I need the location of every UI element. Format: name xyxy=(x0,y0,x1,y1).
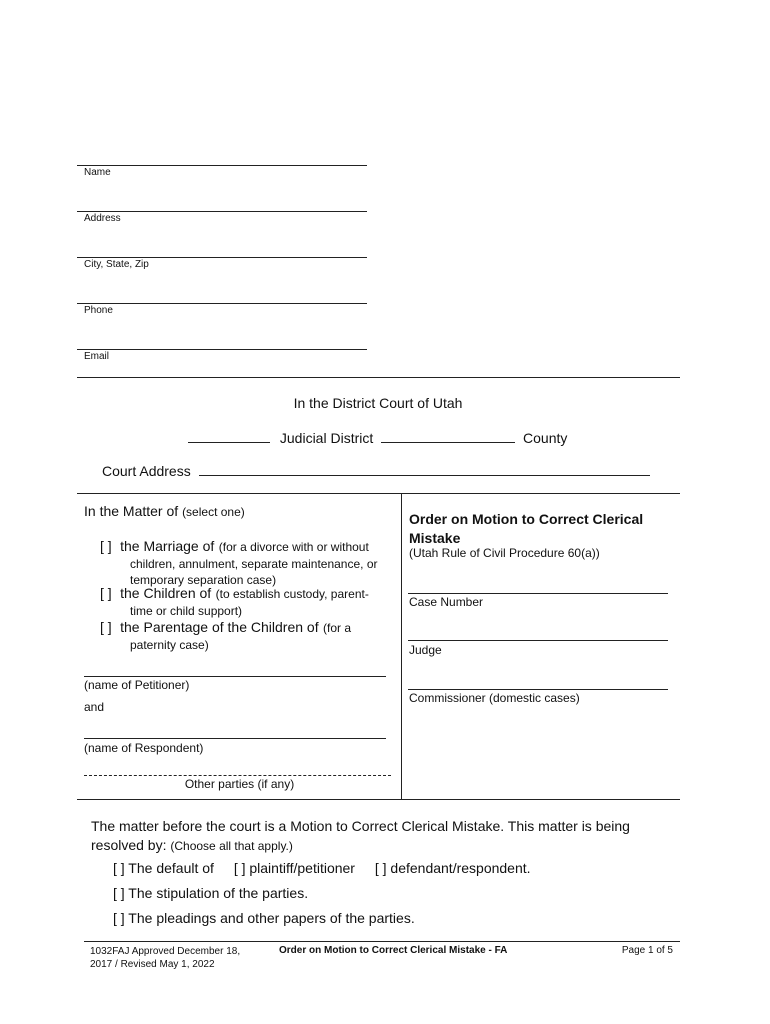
commissioner-label: Commissioner (domestic cases) xyxy=(409,691,580,705)
court-title: In the District Court of Utah xyxy=(293,395,463,411)
matter-heading-label: In the Matter of xyxy=(84,503,179,519)
email-line[interactable] xyxy=(77,349,367,350)
respondent-line[interactable] xyxy=(84,738,386,739)
commissioner-line[interactable] xyxy=(408,689,668,690)
matter-heading xyxy=(84,503,245,519)
address-label: Address xyxy=(84,213,121,224)
footer-form-id: 1032FAJ Approved December 18, 2017 / Revised May 1, 2022 xyxy=(90,946,241,970)
county-blank[interactable] xyxy=(381,428,515,443)
name-label: Name xyxy=(84,167,111,178)
name-line[interactable] xyxy=(77,165,367,166)
judicial-district-label: Judicial District xyxy=(279,430,374,446)
petitioner-line[interactable] xyxy=(84,676,386,677)
plaintiff-checkbox[interactable]: [ ] plaintiff/petitioner xyxy=(233,860,355,876)
case-number-label: Case Number xyxy=(409,595,484,609)
city-state-zip-label: City, State, Zip xyxy=(84,259,149,270)
address-line[interactable] xyxy=(77,211,367,212)
children-label: the Children of xyxy=(120,585,212,601)
marriage-label: the Marriage of xyxy=(120,538,215,554)
court-address-row xyxy=(102,461,650,479)
respondent-label: (name of Respondent) xyxy=(84,741,204,755)
county-label: County xyxy=(523,430,568,446)
defendant-checkbox[interactable]: [ ] defendant/respondent. xyxy=(374,860,531,876)
stipulation-checkbox[interactable]: [ ] The stipulation of the parties. xyxy=(113,885,309,901)
children-note-cont: time or child support) xyxy=(130,604,243,618)
children-checkbox[interactable]: [ ] xyxy=(100,585,112,601)
parentage-label: the Parentage of the Children of xyxy=(120,619,319,635)
default-checkbox[interactable]: [ ] The default of xyxy=(113,860,214,876)
case-number-line[interactable] xyxy=(408,593,668,594)
court-address-label: Court Address xyxy=(102,463,191,479)
judge-line[interactable] xyxy=(408,640,668,641)
caption-bottom-line xyxy=(77,799,680,800)
intro-note: (Choose all that apply.) xyxy=(170,839,293,853)
marriage-note-cont: children, annulment, separate maintenance, or temporary separation case) xyxy=(130,557,378,587)
caption-divider xyxy=(401,493,402,799)
section-divider-top xyxy=(77,377,680,378)
intro-text: The matter before the court is a Motion to Correct Clerical Mistake. This matter is being resolved by: xyxy=(91,818,630,853)
city-state-zip-line[interactable] xyxy=(77,257,367,258)
other-parties-label: Other parties (if any) xyxy=(184,777,295,791)
matter-option-parentage[interactable] xyxy=(100,619,395,653)
footer-page: Page 1 of 5 xyxy=(621,945,673,956)
phone-label: Phone xyxy=(84,305,113,316)
order-title: Order on Motion to Correct Clerical Mistake xyxy=(409,511,644,546)
pleadings-checkbox[interactable]: [ ] The pleadings and other papers of the parties. xyxy=(113,910,415,926)
resolution-line-default xyxy=(113,860,531,876)
caption-top-line xyxy=(77,493,680,494)
parentage-checkbox[interactable]: [ ] xyxy=(100,619,112,635)
parentage-note: (for a xyxy=(323,621,352,635)
district-blank[interactable] xyxy=(188,428,270,443)
order-rule: (Utah Rule of Civil Procedure 60(a)) xyxy=(409,546,600,560)
intro-paragraph xyxy=(91,817,681,856)
other-parties-line[interactable] xyxy=(84,775,391,776)
footer-line xyxy=(84,941,680,942)
children-note: (to establish custody, parent- xyxy=(215,587,369,601)
and-label: and xyxy=(84,700,105,714)
marriage-checkbox[interactable]: [ ] xyxy=(100,538,112,554)
court-address-blank[interactable] xyxy=(199,461,650,476)
matter-option-marriage[interactable] xyxy=(100,538,395,588)
email-label: Email xyxy=(84,351,110,362)
matter-heading-note: (select one) xyxy=(182,505,245,519)
matter-option-children[interactable] xyxy=(100,585,395,619)
footer-title: Order on Motion to Correct Clerical Mistake - FA xyxy=(279,945,508,956)
marriage-note: (for a divorce with or without xyxy=(218,540,369,554)
judicial-district-row xyxy=(188,428,567,446)
judge-label: Judge xyxy=(409,643,442,657)
petitioner-label: (name of Petitioner) xyxy=(84,678,190,692)
phone-line[interactable] xyxy=(77,303,367,304)
parentage-note-cont: paternity case) xyxy=(130,638,209,652)
